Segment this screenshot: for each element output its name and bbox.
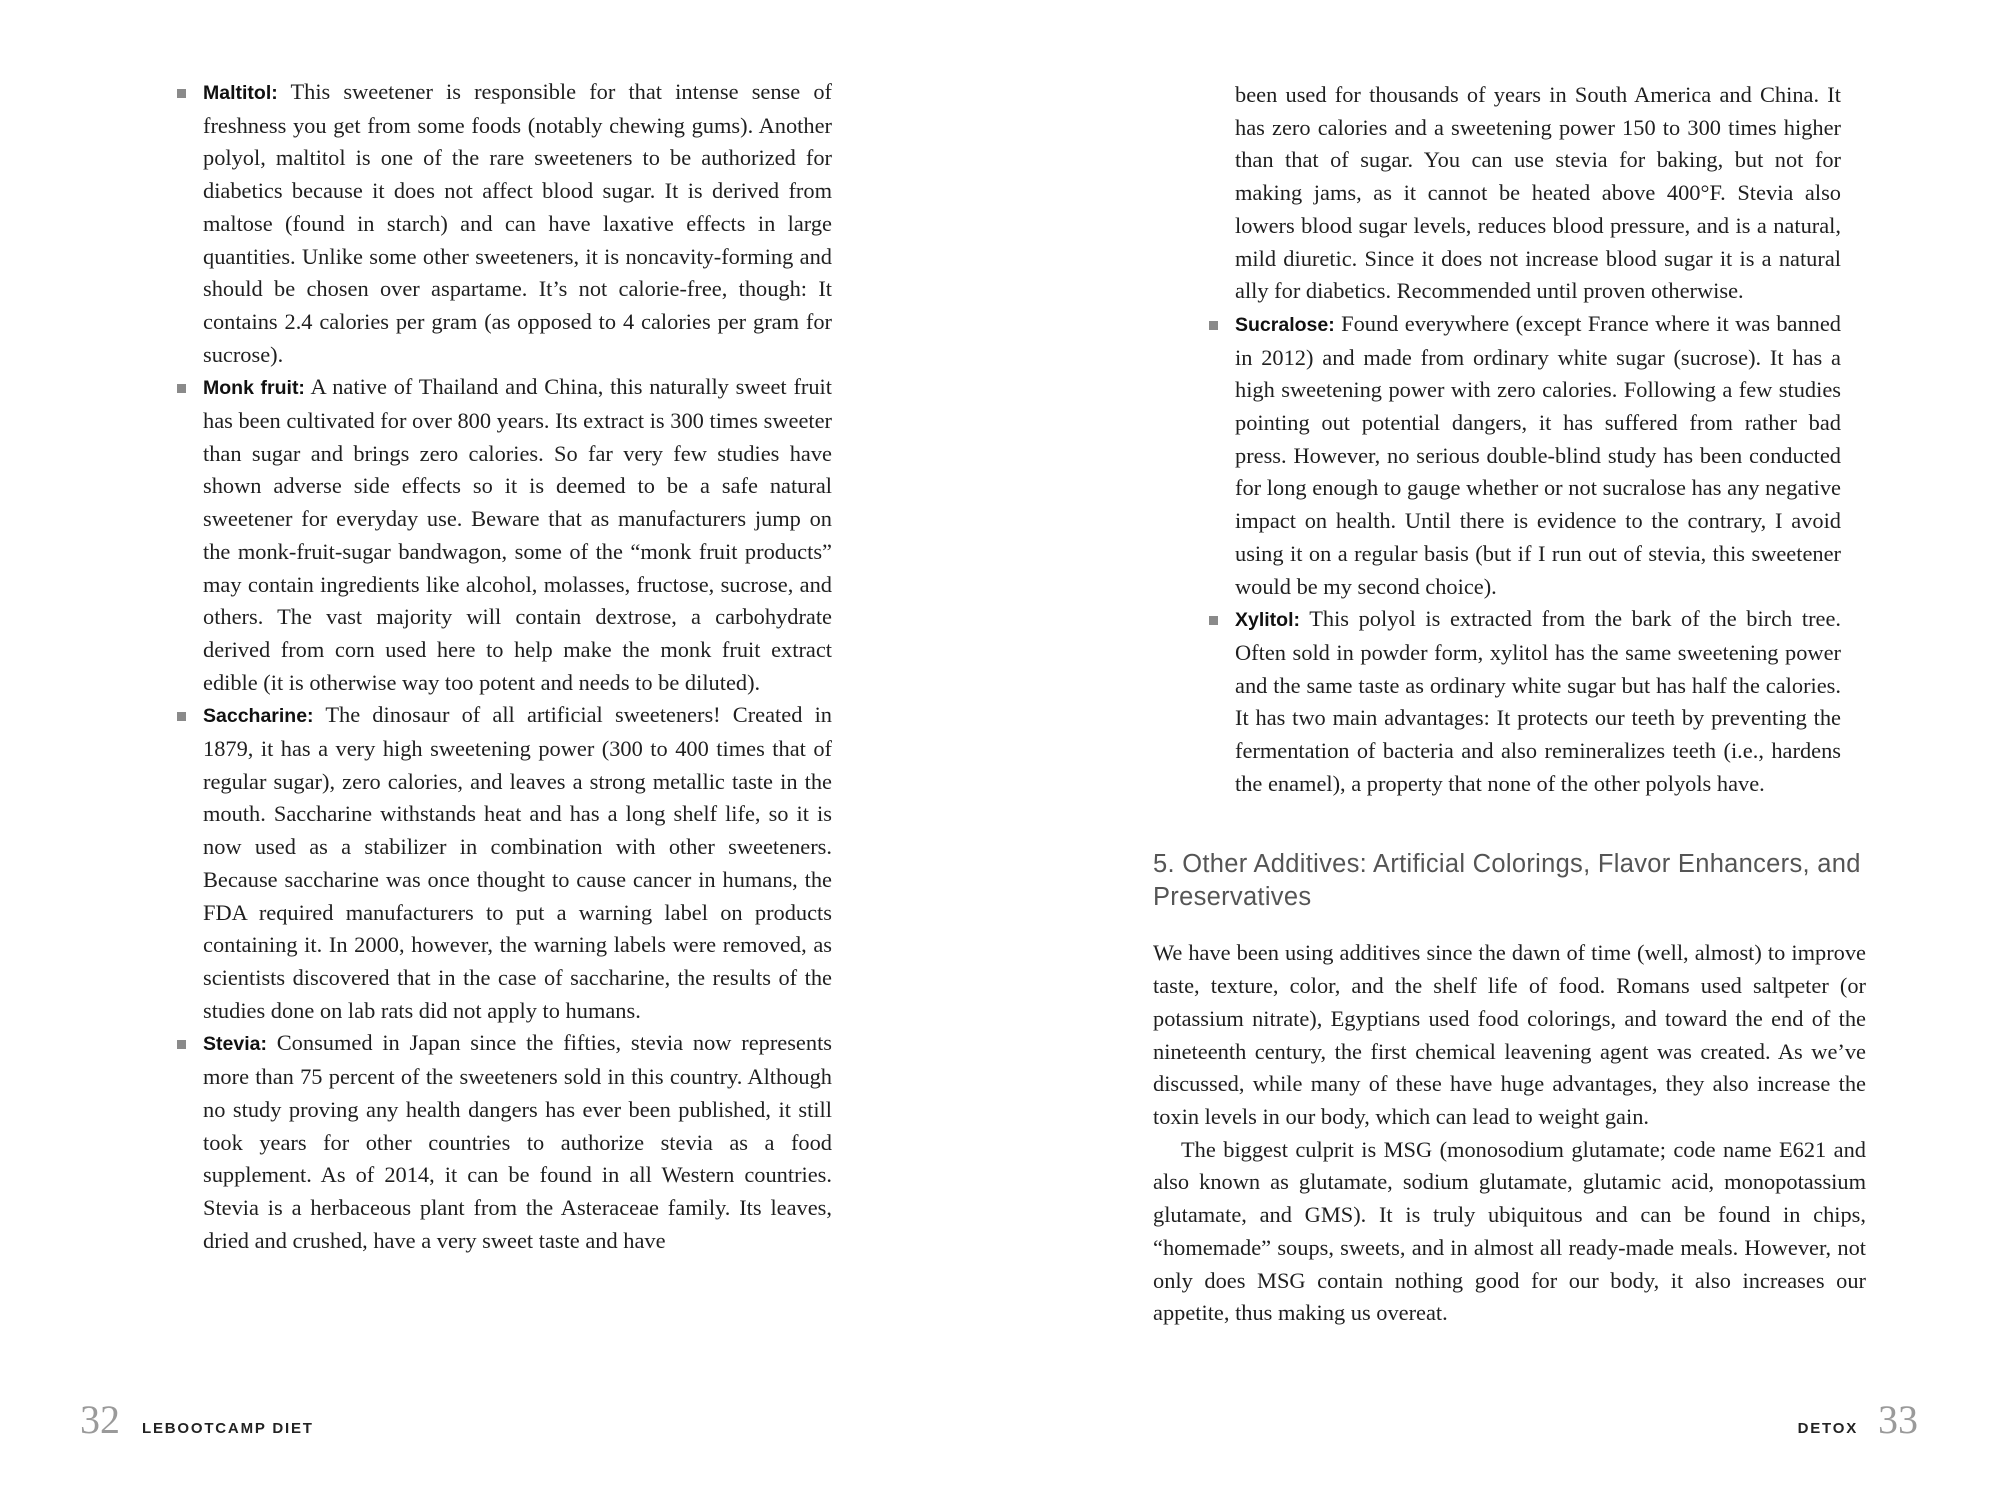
section-heading: 5. Other Additives: Artificial Colorings, Flavor Enhancers, and Preservatives	[1153, 850, 1861, 912]
list-item-term: Sucralose:	[1235, 313, 1335, 336]
left-column	[177, 76, 832, 1257]
body-paragraph: We have been using additives since the dawn of time (well, almost) to improve taste, texture, color, and the shelf life of food. Romans used saltpeter (or potassium nitrate), Egyptians used food colorings, and toward the end of the nineteenth century, the first chemical leavening agent was created. As we’ve discussed, while many of these have huge advantages, they also increase the toxin levels in our body, which can lead to weight gain.	[1153, 940, 1866, 1129]
list-item-text: Found everywhere (except France where it was banned in 2012) and made from ordinary white sugar (sucrose). It has a high sweetening power with zero calories. Following a few studies pointing out potential dangers, it has suffered from rather bad press. However, no serious double-blind study has been conducted for long enough to gauge whether or not sucralose has any negative impact on health. Until there is evidence to the contrary, I avoid using it on a regular basis (but if I run out of stevia, this sweetener would be my second choice).	[1235, 310, 1841, 599]
sweetener-list-continued	[1209, 79, 1841, 800]
list-item-text: The dinosaur of all artificial sweeteners! Created in 1879, it has a very high sweetening power (300 to 400 times that of regular sugar), zero calories, and leaves a strong metallic taste in the mouth. Saccharine withstands heat and has a long shelf life, so it is now used as a stabilizer in combination with other sweeteners. Because saccharine was once thought to cause cancer in humans, the FDA required manufacturers to put a warning label on products containing it. In 2000, however, the warning labels were removed, as scientists discovered that in the case of saccharine, the results of the studies done on lab rats did not apply to humans.	[203, 702, 832, 1023]
list-item-term: Saccharine:	[203, 705, 314, 728]
page-number: 33	[1878, 1397, 1918, 1442]
list-item-term: Stevia:	[203, 1033, 267, 1056]
running-head: DETOX	[1797, 1420, 1858, 1437]
left-page-footer	[80, 1397, 314, 1442]
page-number: 32	[80, 1397, 120, 1442]
list-item-text: This polyol is extracted from the bark of the birch tree. Often sold in powder form, xylitol has the same sweetening power and the same taste as ordinary white sugar but has half the calories. It has two main advantages: It protects our teeth by preventing the fermentation of bacteria and also remineralizes teeth (i.e., hardens the enamel), a property that none of the other polyols have.	[1235, 606, 1841, 796]
right-column	[1153, 79, 1866, 1330]
list-item-sucralose	[1209, 308, 1841, 603]
running-head: LEBOOTCAMP DIET	[142, 1420, 314, 1437]
list-item-term: Monk fruit:	[203, 377, 305, 400]
list-item-term: Xylitol:	[1235, 609, 1301, 632]
list-item-text: This sweetener is responsible for that intense sense of freshness you get from some foods (notably chewing gums). Another polyol, maltitol is one of the rare sweeteners to be authorized for diabetics because it does not affect blood sugar. It is derived from maltose (found in starch) and can have laxative effects in large quantities. Unlike some other sweeteners, it is noncavity-forming and should be chosen over aspartame. It’s not calorie-free, though: It contains 2.4 calories per gram (as opposed to 4 calories per gram for sucrose).	[203, 79, 832, 367]
sweetener-list	[177, 76, 832, 1257]
list-item-saccharine	[177, 699, 832, 1027]
square-bullet-icon	[1209, 616, 1218, 625]
square-bullet-icon	[177, 89, 186, 98]
list-item-stevia	[177, 1027, 832, 1257]
list-item-term: Maltitol:	[203, 82, 278, 104]
right-page-footer	[1797, 1397, 1918, 1442]
list-item-maltitol	[177, 76, 832, 371]
list-item-xylitol	[1209, 603, 1841, 800]
right-page	[1000, 0, 2000, 1500]
square-bullet-icon	[177, 712, 186, 721]
list-item-monk-fruit	[177, 371, 832, 699]
list-item-text: A native of Thailand and China, this naturally sweet fruit has been cultivated for over 800 years. Its extract is 300 times sweeter than sugar and brings zero calories. So far very few studies have shown adverse side effects so it is deemed to be a safe natural sweetener for everyday use. Beware that as manufacturers jump on the monk-fruit-sugar bandwagon, some of the “monk fruit products” may contain ingredients like alcohol, molasses, fructose, sucrose, and others. The vast majority will contain dextrose, a carbohydrate derived from corn used here to help make the monk fruit extract edible (it is otherwise way too potent and needs to be diluted).	[203, 374, 832, 695]
list-item-text: Consumed in Japan since the fifties, stevia now represents more than 75 percent of the sweeteners sold in this country. Although no study proving any health dangers has ever been published, it still took years for other countries to authorize stevia as a food supplement. As of 2014, it can be found in all Western countries. Stevia is a herbaceous plant from the Asteraceae family. Its leaves, dried and crushed, have a very sweet taste and have	[203, 1030, 832, 1253]
square-bullet-icon	[177, 384, 186, 393]
square-bullet-icon	[1209, 321, 1218, 330]
square-bullet-icon	[177, 1040, 186, 1049]
sweetener-list	[1209, 308, 1841, 801]
stevia-continuation: been used for thousands of years in South America and China. It has zero calories and a sweetening power 150 to 300 times higher than that of sugar. You can use stevia for baking, but not for making jams, as it cannot be heated above 400°F. Stevia also lowers blood sugar levels, reduces blood pressure, and is a natural, mild diuretic. Since it does not increase blood sugar it is a natural ally for diabetics. Recommended until proven otherwise.	[1235, 82, 1841, 304]
body-paragraph: The biggest culprit is MSG (monosodium glutamate; code name E621 and also known as glutamate, sodium glutamate, glutamic acid, monopotassium glutamate, and GMS). It is truly ubiquitous and can be found in chips, “homemade” soups, sweets, and in almost all ready-made meals. However, not only does MSG contain nothing good for our body, it also increases our appetite, thus making us overeat.	[1153, 1136, 1866, 1326]
